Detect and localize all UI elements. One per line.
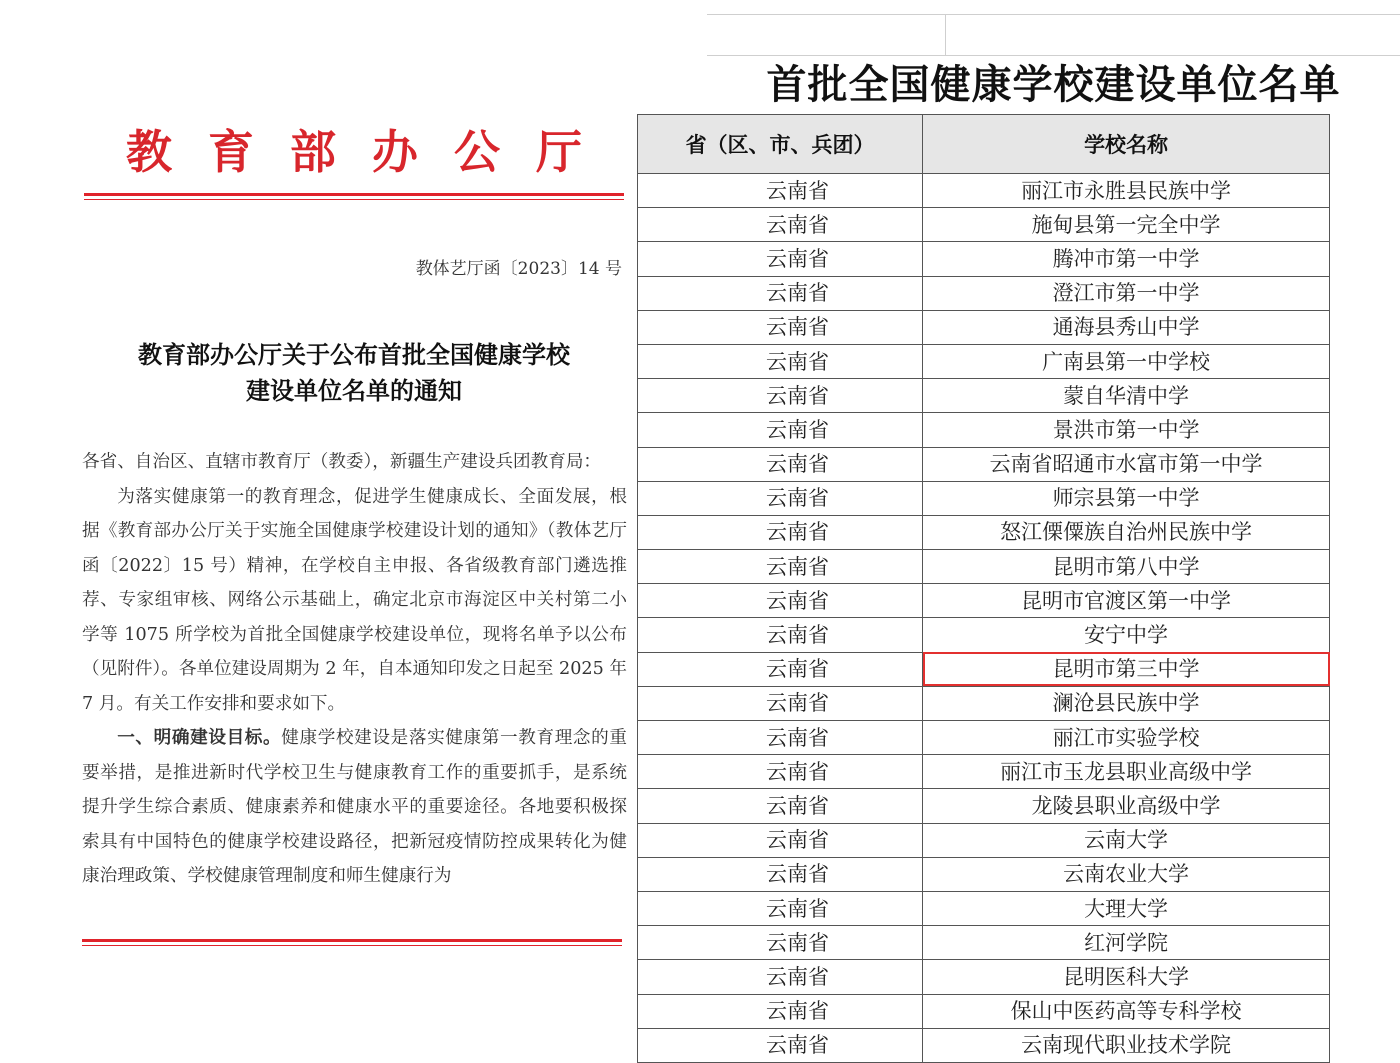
province-cell: 云南省: [638, 310, 923, 344]
school-cell: 施甸县第一完全中学: [923, 208, 1330, 242]
table-row: [638, 344, 1330, 378]
issuer-char: 教: [126, 125, 172, 179]
notice-document: [0, 0, 700, 1050]
province-cell: 云南省: [638, 379, 923, 413]
school-cell: 保山中医药高等专科学校: [923, 994, 1330, 1028]
table-row: [638, 584, 1330, 618]
sheet-top-strip: [707, 14, 1400, 56]
paragraph: 为落实健康第一的教育理念，促进学生健康成长、全面发展，根据《教育部办公厅关于实施全国健康学校建设计划的通知》（教体艺厅函〔2022〕15 号）精神，在学校自主申报、各省级教育部门遴选推荐、专家组审核、网络公示基础上，确定北京市海淀区中关村第二小学等 1075 所学校为首批全国健康学校建设单位，现将名单予以公布（见附件）。各单位建设周期为 2 年，自本通知印发之日起至 2025 年 7 月。有关工作安排和要求如下。: [82, 486, 627, 714]
school-cell: 安宁中学: [923, 618, 1330, 652]
school-cell: 云南现代职业技术学院: [923, 1028, 1330, 1062]
school-cell: 红河学院: [923, 926, 1330, 960]
province-cell: 云南省: [638, 686, 923, 720]
table-row: [638, 755, 1330, 789]
title-line: 教育部办公厅关于公布首批全国健康学校: [138, 340, 570, 369]
table-row: [638, 686, 1330, 720]
province-cell: 云南省: [638, 174, 923, 208]
notice-body: [82, 445, 627, 894]
issuer-header: [84, 112, 624, 186]
table-row: [638, 823, 1330, 857]
school-cell: 广南县第一中学校: [923, 344, 1330, 378]
table-row: [638, 1028, 1330, 1062]
school-cell: 澄江市第一中学: [923, 276, 1330, 310]
column-header-province: 省（区、市、兵团）: [638, 115, 923, 174]
salutation: 各省、自治区、直辖市教育厅（教委），新疆生产建设兵团教育局：: [82, 452, 602, 472]
province-cell: 云南省: [638, 447, 923, 481]
province-cell: 云南省: [638, 994, 923, 1028]
school-cell: 师宗县第一中学: [923, 481, 1330, 515]
table-row: [638, 447, 1330, 481]
province-cell: 云南省: [638, 515, 923, 549]
table-row: [638, 208, 1330, 242]
header-red-rule-thin: [84, 199, 624, 200]
issuer-char: 公: [454, 125, 500, 179]
province-cell: 云南省: [638, 960, 923, 994]
school-cell-selected: 昆明市第三中学: [923, 652, 1330, 686]
school-cell: 景洪市第一中学: [923, 413, 1330, 447]
school-cell: 怒江傈僳族自治州民族中学: [923, 515, 1330, 549]
province-cell: 云南省: [638, 857, 923, 891]
province-cell: 云南省: [638, 344, 923, 378]
table-row: [638, 276, 1330, 310]
province-cell: 云南省: [638, 755, 923, 789]
section-heading: 一、明确建设目标。: [117, 727, 282, 748]
table-row: [638, 960, 1330, 994]
title-line: 建设单位名单的通知: [246, 376, 462, 405]
province-cell: 云南省: [638, 823, 923, 857]
school-cell: 云南农业大学: [923, 857, 1330, 891]
province-cell: 云南省: [638, 550, 923, 584]
province-cell: 云南省: [638, 926, 923, 960]
footer-red-rule-thin: [82, 945, 622, 946]
header-red-rule: [84, 193, 624, 196]
table-row: [638, 515, 1330, 549]
table-row: [638, 174, 1330, 208]
province-cell: 云南省: [638, 1028, 923, 1062]
table-row: [638, 242, 1330, 276]
school-cell: 龙陵县职业高级中学: [923, 789, 1330, 823]
school-cell: 昆明医科大学: [923, 960, 1330, 994]
table-row: [638, 413, 1330, 447]
province-cell: 云南省: [638, 891, 923, 925]
school-table: [637, 114, 1330, 1063]
table-row: [638, 618, 1330, 652]
school-cell: 昆明市第八中学: [923, 550, 1330, 584]
school-list: [685, 0, 1400, 1058]
school-cell: 澜沧县民族中学: [923, 686, 1330, 720]
province-cell: 云南省: [638, 789, 923, 823]
issuer-char: 部: [290, 125, 336, 179]
table-row: [638, 789, 1330, 823]
footer-red-rule: [82, 939, 622, 942]
province-cell: 云南省: [638, 276, 923, 310]
issuer-char: 厅: [536, 125, 582, 179]
table-row: [638, 379, 1330, 413]
column-header-school: 学校名称: [923, 115, 1330, 174]
table-row: [638, 891, 1330, 925]
table-row: [638, 994, 1330, 1028]
school-cell: 丽江市玉龙县职业高级中学: [923, 755, 1330, 789]
paragraph-text: 健康学校建设是落实健康第一教育理念的重要举措，是推进新时代学校卫生与健康教育工作的重要抓手，是系统提升学生综合素质、健康素养和健康水平的重要途径。各地要积极探索具有中国特色的健康学校建设路径，把新冠疫情防控成果转化为健康治理政策、学校健康管理制度和师生健康行为: [82, 728, 627, 886]
table-row: [638, 310, 1330, 344]
table-row: [638, 550, 1330, 584]
province-cell: 云南省: [638, 208, 923, 242]
notice-title: [84, 337, 624, 409]
issuer-char: 办: [372, 125, 418, 179]
province-cell: 云南省: [638, 618, 923, 652]
province-cell: 云南省: [638, 481, 923, 515]
school-cell: 昆明市官渡区第一中学: [923, 584, 1330, 618]
school-cell: 丽江市实验学校: [923, 721, 1330, 755]
school-cell: 云南大学: [923, 823, 1330, 857]
school-cell: 腾冲市第一中学: [923, 242, 1330, 276]
table-header-row: [638, 115, 1330, 174]
province-cell: 云南省: [638, 413, 923, 447]
table-row: [638, 652, 1330, 686]
province-cell: 云南省: [638, 721, 923, 755]
table-row: [638, 857, 1330, 891]
province-cell: 云南省: [638, 652, 923, 686]
table-row: [638, 926, 1330, 960]
school-cell: 云南省昭通市水富市第一中学: [923, 447, 1330, 481]
school-cell: 通海县秀山中学: [923, 310, 1330, 344]
table-row: [638, 721, 1330, 755]
document-number: 教体艺厅函〔2023〕14 号: [415, 259, 622, 279]
school-cell: 丽江市永胜县民族中学: [923, 174, 1330, 208]
province-cell: 云南省: [638, 584, 923, 618]
school-cell: 大理大学: [923, 891, 1330, 925]
paragraph: [82, 721, 627, 894]
table-row: [638, 481, 1330, 515]
province-cell: 云南省: [638, 242, 923, 276]
school-cell: 蒙自华清中学: [923, 379, 1330, 413]
list-title: 首批全国健康学校建设单位名单: [766, 61, 1341, 108]
issuer-char: 育: [208, 125, 254, 179]
